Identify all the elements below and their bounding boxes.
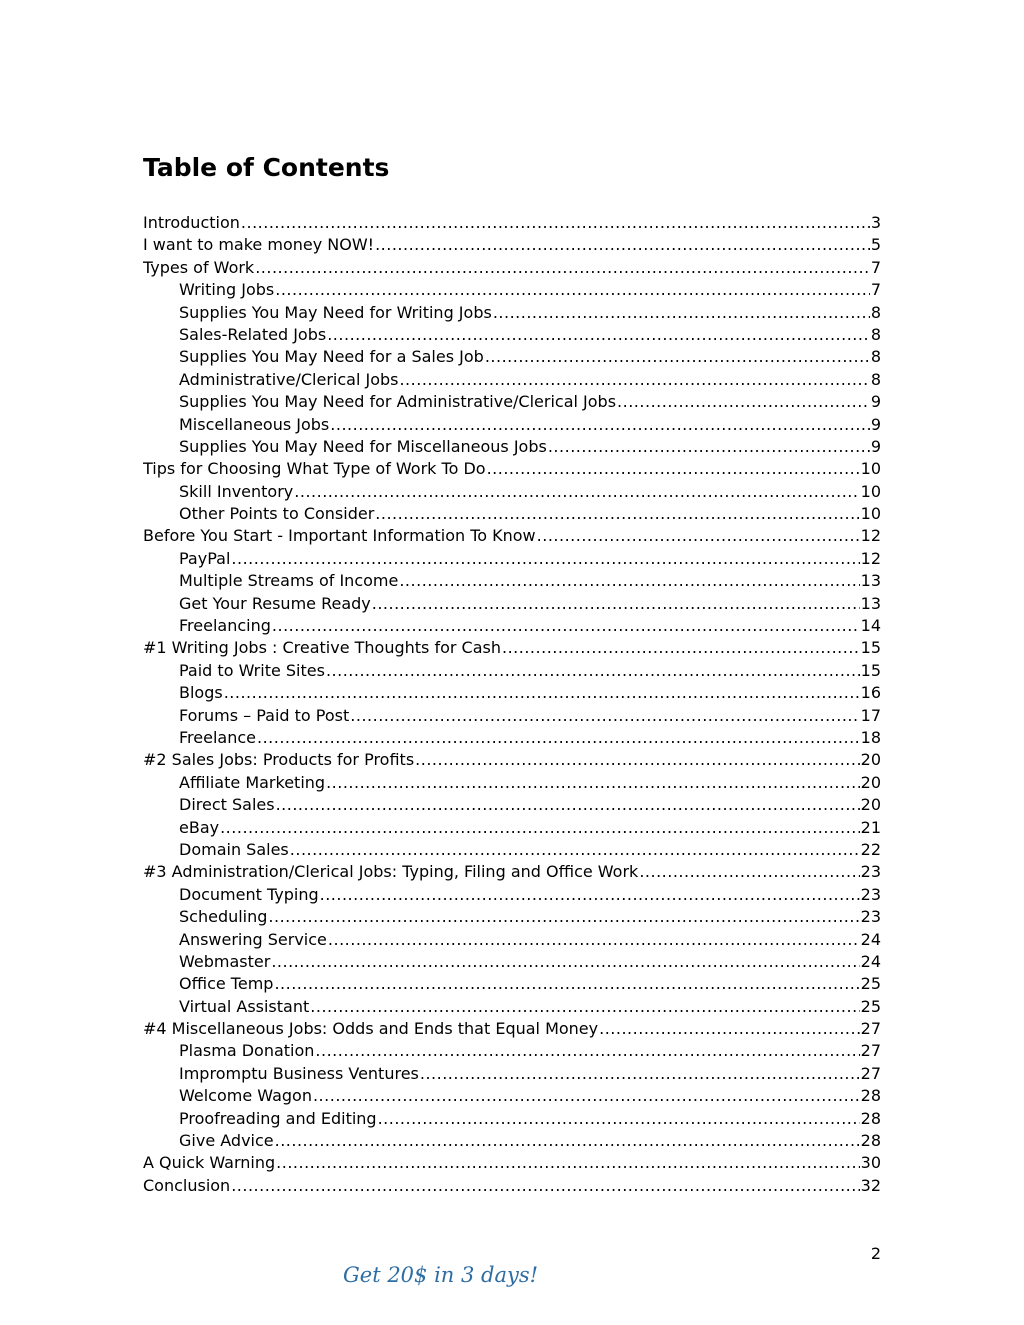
toc-entry-label: Freelance xyxy=(179,727,256,747)
toc-subentry[interactable] xyxy=(143,817,881,839)
toc-entry-page: 24 xyxy=(860,929,881,949)
toc-dot-leader xyxy=(290,839,860,861)
toc-entry-label: Introduction xyxy=(143,213,240,232)
toc-dot-leader xyxy=(274,973,859,995)
toc-entry-page: 27 xyxy=(860,1041,881,1061)
toc-entry-page: 25 xyxy=(860,974,881,994)
toc-dot-leader xyxy=(327,324,870,346)
toc-dot-leader xyxy=(375,503,859,525)
toc-entry-label: Virtual Assistant xyxy=(179,996,310,1016)
toc-entry[interactable] xyxy=(143,1018,881,1040)
toc-dot-leader xyxy=(268,906,859,928)
toc-subentry[interactable] xyxy=(143,884,881,906)
toc-entry-label: Impromptu Business Ventures xyxy=(179,1063,419,1083)
toc-dot-leader xyxy=(294,481,859,503)
toc-dot-leader xyxy=(272,615,860,637)
toc-entry-label: #3 Administration/Clerical Jobs: Typing, Filing and Office Work xyxy=(143,862,639,882)
toc-entry-label: Administrative/Clerical Jobs xyxy=(179,369,399,389)
toc-subentry[interactable] xyxy=(143,570,881,592)
toc-subentry[interactable] xyxy=(143,1085,881,1107)
toc-subentry[interactable] xyxy=(143,593,881,615)
toc-entry-label: Direct Sales xyxy=(179,795,275,815)
toc-subentry[interactable] xyxy=(143,705,881,727)
toc-entry-page: 28 xyxy=(860,1108,881,1128)
toc-entry-page: 8 xyxy=(870,347,881,367)
toc-entry-page: 28 xyxy=(860,1086,881,1106)
toc-dot-leader xyxy=(617,391,870,413)
toc-dot-leader xyxy=(313,1085,860,1107)
toc-dot-leader xyxy=(487,458,860,480)
toc-dot-leader xyxy=(537,525,860,547)
toc-subentry[interactable] xyxy=(143,1130,881,1152)
toc-entry-page: 9 xyxy=(870,392,881,412)
toc-entry-page: 20 xyxy=(860,795,881,815)
toc-entry-page: 10 xyxy=(860,459,881,479)
toc-subentry[interactable] xyxy=(143,682,881,704)
toc-dot-leader xyxy=(276,794,860,816)
toc-entry-label: Supplies You May Need for Writing Jobs xyxy=(179,302,492,322)
toc-entry-page: 7 xyxy=(870,280,881,300)
toc-entry-label: Paid to Write Sites xyxy=(179,660,325,680)
toc-subentry[interactable] xyxy=(143,346,881,368)
toc-subentry[interactable] xyxy=(143,391,881,413)
toc-subentry[interactable] xyxy=(143,615,881,637)
toc-dot-leader xyxy=(257,727,860,749)
toc-dot-leader xyxy=(271,951,859,973)
table-of-contents xyxy=(143,212,881,1197)
toc-entry-page: 15 xyxy=(860,660,881,680)
toc-entry-label: I want to make money NOW! xyxy=(143,235,375,255)
toc-dot-leader xyxy=(485,346,870,368)
toc-entry-label: Webmaster xyxy=(179,951,271,971)
toc-subentry[interactable] xyxy=(143,302,881,324)
toc-entry-label: Freelancing xyxy=(179,616,271,636)
toc-entry-page: 9 xyxy=(870,436,881,456)
toc-entry-label: Other Points to Consider xyxy=(179,504,375,524)
toc-entry[interactable] xyxy=(143,749,881,771)
toc-dot-leader xyxy=(548,436,870,458)
toc-dot-leader xyxy=(326,772,860,794)
toc-subentry[interactable] xyxy=(143,929,881,951)
toc-entry-label: PayPal xyxy=(179,548,231,568)
toc-entry[interactable] xyxy=(143,525,881,547)
toc-dot-leader xyxy=(599,1018,860,1040)
toc-entry-label: Give Advice xyxy=(179,1131,274,1151)
toc-dot-leader xyxy=(420,1063,860,1085)
toc-entry-label: eBay xyxy=(179,817,220,837)
toc-entry-label: Affiliate Marketing xyxy=(179,772,326,792)
toc-dot-leader xyxy=(330,414,870,436)
toc-entry-label: Get Your Resume Ready xyxy=(179,593,371,613)
toc-entry-label: Multiple Streams of Income xyxy=(179,571,399,591)
toc-dot-leader xyxy=(328,929,860,951)
toc-subentry[interactable] xyxy=(143,727,881,749)
toc-entry-page: 24 xyxy=(860,951,881,971)
toc-entry-label: #1 Writing Jobs : Creative Thoughts for Cash xyxy=(143,638,501,658)
toc-dot-leader xyxy=(310,996,859,1018)
toc-entry-label: Before You Start - Important Information To Know xyxy=(143,526,536,546)
toc-entry-label: Sales-Related Jobs xyxy=(179,324,327,344)
toc-subentry[interactable] xyxy=(143,660,881,682)
toc-subentry[interactable] xyxy=(143,772,881,794)
toc-entry[interactable] xyxy=(143,1152,881,1174)
toc-entry-label: #4 Miscellaneous Jobs: Odds and Ends that Equal Money xyxy=(143,1019,599,1039)
toc-entry[interactable] xyxy=(143,861,881,883)
toc-subentry[interactable] xyxy=(143,996,881,1018)
toc-dot-leader xyxy=(220,817,860,839)
toc-dot-leader xyxy=(275,279,870,301)
toc-entry-label: Tips for Choosing What Type of Work To Do xyxy=(143,459,486,479)
toc-entry[interactable] xyxy=(143,458,881,480)
toc-entry-label: Office Temp xyxy=(179,974,274,994)
toc-entry-label: Supplies You May Need for a Sales Job xyxy=(179,347,484,367)
toc-entry-page: 7 xyxy=(870,257,881,277)
toc-entry-label: Plasma Donation xyxy=(179,1041,315,1061)
toc-entry-page: 21 xyxy=(860,817,881,837)
toc-dot-leader xyxy=(399,369,869,391)
toc-dot-leader xyxy=(276,1152,860,1174)
toc-dot-leader xyxy=(350,705,859,727)
toc-dot-leader xyxy=(326,660,860,682)
toc-entry-page: 23 xyxy=(860,907,881,927)
toc-dot-leader xyxy=(241,212,870,234)
toc-entry[interactable] xyxy=(143,234,881,256)
toc-entry-label: Miscellaneous Jobs xyxy=(179,414,330,434)
toc-entry-page: 10 xyxy=(860,504,881,524)
toc-entry-label: Conclusion xyxy=(143,1175,231,1195)
toc-entry-label: Supplies You May Need for Miscellaneous Jobs xyxy=(179,436,547,456)
toc-dot-leader xyxy=(378,1108,860,1130)
toc-entry-page: 8 xyxy=(870,369,881,389)
toc-entry-label: Blogs xyxy=(179,683,223,703)
toc-entry-page: 30 xyxy=(860,1153,881,1173)
toc-entry[interactable] xyxy=(143,257,881,279)
toc-subentry[interactable] xyxy=(143,951,881,973)
toc-entry-label: Forums – Paid to Post xyxy=(179,705,350,725)
toc-dot-leader xyxy=(275,1130,860,1152)
toc-entry-label: Domain Sales xyxy=(179,839,289,859)
toc-entry-page: 8 xyxy=(870,302,881,322)
page-title: Table of Contents xyxy=(143,153,390,182)
footer-promo-link[interactable]: Get 20$ in 3 days! xyxy=(343,1263,539,1287)
toc-dot-leader xyxy=(493,302,870,324)
toc-entry-page: 23 xyxy=(860,884,881,904)
toc-entry-label: #2 Sales Jobs: Products for Profits xyxy=(143,750,415,770)
toc-dot-leader xyxy=(315,1040,859,1062)
toc-entry-label: Proofreading and Editing xyxy=(179,1108,377,1128)
toc-dot-leader xyxy=(320,884,860,906)
toc-subentry[interactable] xyxy=(143,1108,881,1130)
page-number: 2 xyxy=(870,1244,881,1263)
toc-subentry[interactable] xyxy=(143,906,881,928)
toc-subentry[interactable] xyxy=(143,973,881,995)
toc-subentry[interactable] xyxy=(143,414,881,436)
toc-entry-page: 16 xyxy=(860,683,881,703)
toc-entry-page: 5 xyxy=(870,235,881,255)
toc-entry-label: Scheduling xyxy=(179,907,268,927)
toc-entry-label: Writing Jobs xyxy=(179,280,275,300)
toc-entry-page: 12 xyxy=(860,548,881,568)
toc-subentry[interactable] xyxy=(143,548,881,570)
toc-entry-page: 23 xyxy=(860,862,881,882)
toc-entry-label: Welcome Wagon xyxy=(179,1086,312,1106)
toc-entry[interactable] xyxy=(143,1175,881,1197)
toc-entry-page: 13 xyxy=(860,571,881,591)
toc-entry-label: A Quick Warning xyxy=(143,1153,276,1173)
toc-entry-label: Document Typing xyxy=(179,884,319,904)
toc-entry-page: 14 xyxy=(860,616,881,636)
toc-entry-label: Answering Service xyxy=(179,929,327,949)
toc-entry-page: 27 xyxy=(860,1019,881,1039)
toc-entry[interactable] xyxy=(143,637,881,659)
toc-entry-page: 18 xyxy=(860,727,881,747)
toc-dot-leader xyxy=(224,682,860,704)
toc-entry-label: Types of Work xyxy=(143,257,255,277)
toc-entry-page: 9 xyxy=(870,414,881,434)
toc-dot-leader xyxy=(231,548,859,570)
toc-subentry[interactable] xyxy=(143,436,881,458)
toc-entry-page: 20 xyxy=(860,750,881,770)
toc-subentry[interactable] xyxy=(143,279,881,301)
toc-subentry[interactable] xyxy=(143,369,881,391)
toc-entry-page: 27 xyxy=(860,1063,881,1083)
toc-entry-label: Skill Inventory xyxy=(179,481,294,501)
toc-entry-page: 17 xyxy=(860,705,881,725)
toc-dot-leader xyxy=(255,257,870,279)
toc-entry-page: 10 xyxy=(860,481,881,501)
toc-subentry[interactable] xyxy=(143,503,881,525)
toc-entry-page: 12 xyxy=(860,526,881,546)
toc-dot-leader xyxy=(372,593,860,615)
toc-entry-label: Supplies You May Need for Administrative/Clerical Jobs xyxy=(179,392,617,412)
toc-entry-page: 15 xyxy=(860,638,881,658)
toc-subentry[interactable] xyxy=(143,1040,881,1062)
toc-entry-page: 28 xyxy=(860,1131,881,1151)
toc-entry-page: 8 xyxy=(870,324,881,344)
toc-dot-leader xyxy=(502,637,860,659)
toc-subentry[interactable] xyxy=(143,794,881,816)
toc-dot-leader xyxy=(375,234,870,256)
toc-dot-leader xyxy=(399,570,859,592)
toc-subentry[interactable] xyxy=(143,839,881,861)
toc-entry-page: 25 xyxy=(860,996,881,1016)
toc-subentry[interactable] xyxy=(143,481,881,503)
toc-entry-page: 22 xyxy=(860,839,881,859)
toc-dot-leader xyxy=(231,1175,859,1197)
toc-subentry[interactable] xyxy=(143,1063,881,1085)
toc-entry-page: 13 xyxy=(860,593,881,613)
toc-entry[interactable] xyxy=(143,212,881,234)
toc-entry-page: 3 xyxy=(870,213,881,232)
toc-subentry[interactable] xyxy=(143,324,881,346)
toc-entry-page: 32 xyxy=(860,1175,881,1195)
toc-dot-leader xyxy=(639,861,859,883)
toc-dot-leader xyxy=(415,749,859,771)
toc-entry-page: 20 xyxy=(860,772,881,792)
